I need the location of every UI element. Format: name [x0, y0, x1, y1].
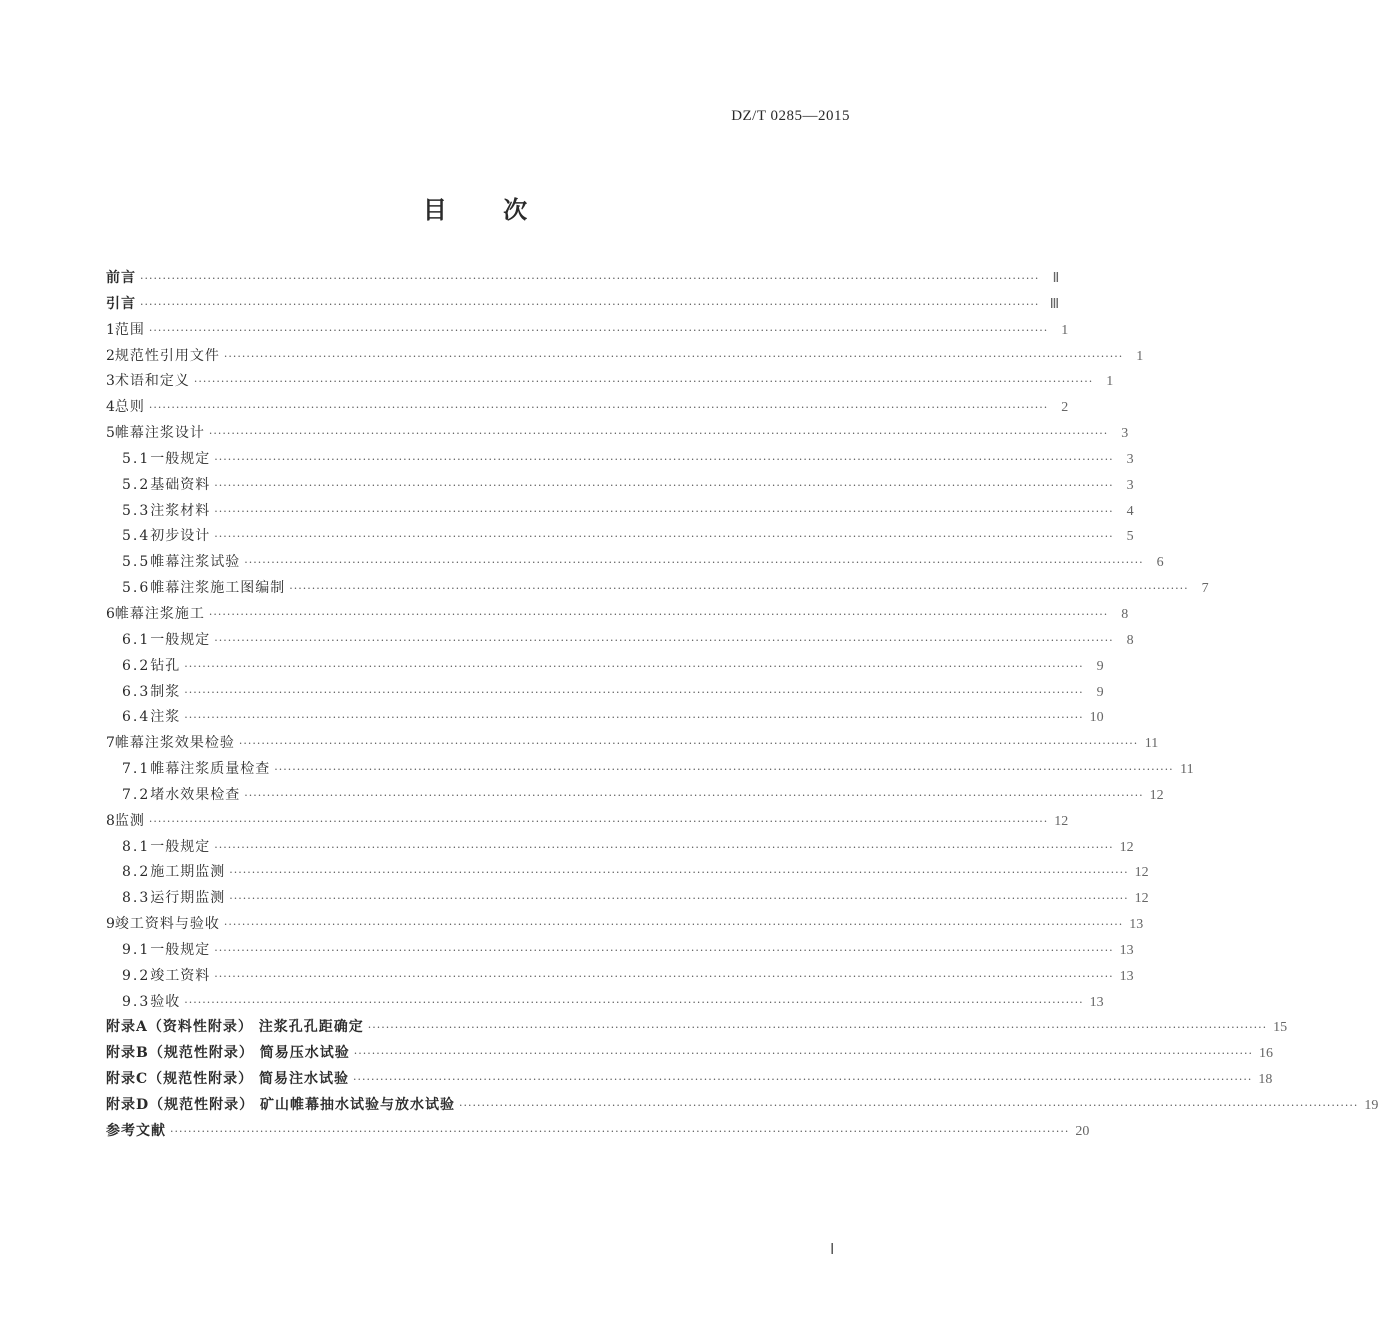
- toc-entry-label: 制浆: [150, 683, 181, 700]
- toc-entry-page: 15: [1273, 1020, 1288, 1036]
- toc-entry-number: 5.4: [122, 528, 151, 545]
- toc-entry-number: 5.3: [122, 502, 151, 519]
- dot-leader: ········································································································································································································: [208, 427, 1109, 441]
- toc-entry[interactable]: [106, 421, 1129, 447]
- toc-entry[interactable]: [106, 1015, 1288, 1041]
- toc-entry[interactable]: [106, 447, 1134, 473]
- dot-leader: ········································································································································································································: [140, 272, 1040, 285]
- dot-leader: ········································································································································································································: [193, 375, 1094, 389]
- toc-entry-label: 帷幕注浆试验: [150, 554, 241, 571]
- toc-entry-page: 2: [1061, 400, 1069, 416]
- dot-leader: ········································································································································································································: [214, 943, 1114, 957]
- toc-entry-label: 术语和定义: [114, 373, 190, 390]
- dot-leader: ········································································································································································································: [148, 401, 1049, 415]
- toc-entry-label: 一般规定: [150, 838, 211, 855]
- dot-leader: ········································································································································································································: [274, 763, 1174, 777]
- toc-entry[interactable]: [106, 912, 1144, 938]
- toc-entry-number: 8.1: [122, 838, 151, 855]
- toc-entry[interactable]: [106, 860, 1149, 886]
- toc-entry-page: 7: [1201, 581, 1209, 597]
- toc-entry-number: 5.2: [122, 476, 151, 493]
- dot-leader: ········································································································································································································: [289, 582, 1189, 596]
- toc-entry[interactable]: [106, 886, 1149, 912]
- toc-entry-label: 一般规定: [150, 631, 211, 648]
- dot-leader: ········································································································································································································: [214, 452, 1114, 466]
- toc-entry[interactable]: [106, 292, 1060, 318]
- dot-leader: ········································································································································································································: [223, 918, 1124, 932]
- dot-leader: ········································································································································································································: [184, 659, 1084, 673]
- toc-entry-label: 竣工资料与验收: [114, 916, 220, 933]
- dot-leader: ········································································································································································································: [214, 633, 1114, 647]
- dot-leader: ········································································································································································································: [140, 297, 1040, 311]
- toc-entry-label: 帷幕注浆施工图编制: [150, 580, 286, 597]
- toc-entry-label: 一般规定: [150, 450, 211, 467]
- toc-entry[interactable]: [106, 1041, 1274, 1067]
- toc-entry-number: 5.5: [122, 554, 151, 571]
- toc-entry-label: 竣工资料: [150, 967, 211, 984]
- toc-entry[interactable]: [106, 318, 1069, 344]
- toc-entry-label: 总则: [114, 399, 145, 416]
- dot-leader: ········································································································································································································: [353, 1047, 1254, 1061]
- dot-leader: ········································································································································································································: [229, 866, 1129, 880]
- toc-entry-label: 验收: [150, 993, 181, 1010]
- dot-leader: ········································································································································································································: [214, 969, 1114, 983]
- dot-leader: ········································································································································································································: [208, 607, 1109, 621]
- toc-entry-page: 12: [1134, 865, 1149, 881]
- toc-entry-number: 6.2: [122, 657, 151, 674]
- toc-entry-label: 范围: [114, 321, 145, 338]
- toc-entry[interactable]: [106, 602, 1129, 628]
- toc-entry-number: 4: [106, 399, 115, 416]
- dot-leader: ········································································································································································································: [353, 1073, 1253, 1087]
- toc-entry-page: 1: [1106, 374, 1114, 390]
- toc-entry-number: 3: [106, 373, 115, 390]
- dot-leader: ········································································································································································································: [229, 892, 1129, 906]
- toc-entry[interactable]: [106, 835, 1134, 861]
- toc-entry[interactable]: [106, 576, 1209, 602]
- toc-entry[interactable]: [106, 938, 1134, 964]
- toc-entry-page: 9: [1096, 684, 1104, 700]
- toc-entry-page: 11: [1180, 762, 1194, 778]
- toc-entry[interactable]: [106, 1119, 1090, 1145]
- toc-entry-page: 13: [1129, 917, 1144, 933]
- toc-entry-label: 监测: [114, 812, 145, 829]
- dot-leader: ········································································································································································································: [148, 814, 1049, 828]
- toc-entry-label: 初步设计: [150, 528, 211, 545]
- toc-entry-label: 运行期监测: [150, 890, 226, 907]
- toc-entry-label: 前言: [106, 270, 136, 286]
- toc-entry-label: 注浆材料: [150, 502, 211, 519]
- toc-entry-page: 5: [1126, 529, 1134, 545]
- toc-entry[interactable]: [106, 266, 1060, 292]
- toc-entry-page: 20: [1075, 1123, 1090, 1139]
- dot-leader: ········································································································································································································: [170, 1124, 1070, 1138]
- toc-entry-page: 3: [1126, 477, 1134, 493]
- toc-entry[interactable]: [106, 809, 1069, 835]
- dot-leader: ········································································································································································································: [214, 530, 1114, 544]
- toc-entry-page: 6: [1156, 555, 1164, 571]
- toc-entry[interactable]: [106, 395, 1069, 421]
- dot-leader: ········································································································································································································: [244, 556, 1144, 570]
- toc-entry-label: 引言: [106, 295, 136, 312]
- toc-entry-number: 7.1: [122, 761, 151, 778]
- toc-entry-label: 附录A（资料性附录） 注浆孔孔距确定: [106, 1019, 364, 1036]
- dot-leader: ········································································································································································································: [184, 995, 1084, 1009]
- toc-entry[interactable]: [106, 473, 1134, 499]
- toc-entry[interactable]: [106, 731, 1159, 757]
- toc-entry-page: 18: [1258, 1072, 1273, 1088]
- toc-entry-page: 3: [1126, 451, 1134, 467]
- toc-entry-page: 11: [1144, 736, 1159, 752]
- toc-entry[interactable]: [106, 654, 1104, 680]
- toc-entry-label: 附录B（规范性附录） 简易压水试验: [106, 1045, 350, 1062]
- toc-entry[interactable]: [106, 1067, 1273, 1093]
- toc-entry-page: 13: [1119, 968, 1134, 984]
- toc-entry-label: 钻孔: [150, 657, 181, 674]
- dot-leader: ········································································································································································································: [184, 685, 1084, 699]
- toc-entry[interactable]: [106, 964, 1134, 990]
- toc-entry-number: 9.3: [122, 993, 151, 1010]
- toc-entry-label: 一般规定: [150, 941, 211, 958]
- toc-entry-label: 附录C（规范性附录） 简易注水试验: [106, 1071, 350, 1088]
- dot-leader: ········································································································································································································: [148, 323, 1049, 337]
- toc-entry-number: 9: [106, 916, 115, 933]
- toc-entry-label: 注浆: [150, 709, 181, 726]
- toc-entry-number: 1: [106, 321, 115, 338]
- dot-leader: ········································································································································································································: [184, 711, 1084, 725]
- toc-entry-label: 规范性引用文件: [114, 347, 220, 364]
- dot-leader: ········································································································································································································: [244, 788, 1144, 802]
- toc-entry-number: 7.2: [122, 786, 151, 803]
- dot-leader: ········································································································································································································: [214, 504, 1114, 518]
- toc-entry-label: 帷幕注浆设计: [114, 425, 205, 442]
- toc-entry-number: 5: [106, 425, 115, 442]
- toc-entry-page: 1: [1136, 348, 1144, 364]
- page-folio: Ⅰ: [830, 1242, 835, 1258]
- toc-entry-page: 3: [1121, 426, 1129, 442]
- toc-entry-page: Ⅱ: [1052, 271, 1060, 286]
- toc-entry-label: 施工期监测: [150, 864, 226, 881]
- toc-entry-label: 帷幕注浆施工: [114, 605, 205, 622]
- toc-entry[interactable]: [106, 705, 1104, 731]
- toc-entry[interactable]: [106, 499, 1134, 525]
- toc-entry-number: 9.1: [122, 941, 151, 958]
- toc-entry-number: 6: [106, 605, 115, 622]
- toc-entry[interactable]: [106, 628, 1134, 654]
- toc-entry-number: 6.4: [122, 709, 151, 726]
- toc-entry-number: 6.1: [122, 631, 151, 648]
- dot-leader: ········································································································································································································: [214, 478, 1114, 492]
- dot-leader: ········································································································································································································: [367, 1021, 1268, 1035]
- toc-entry-page: 16: [1259, 1046, 1274, 1062]
- toc-entry-page: 19: [1364, 1098, 1378, 1113]
- toc-entry-label: 帷幕注浆效果检验: [114, 735, 235, 752]
- toc-entry-page: Ⅲ: [1049, 296, 1060, 312]
- dot-leader: ········································································································································································································: [459, 1099, 1359, 1112]
- toc-entry[interactable]: [106, 524, 1134, 550]
- toc-entry-label: 附录D（规范性附录） 矿山帷幕抽水试验与放水试验: [106, 1097, 456, 1113]
- toc-entry[interactable]: [106, 680, 1104, 706]
- toc-entry-number: 5.1: [122, 450, 151, 467]
- toc-entry-number: 7: [106, 735, 115, 752]
- toc-entry[interactable]: [106, 783, 1164, 809]
- toc-entry-page: 8: [1126, 632, 1134, 648]
- toc-entry-page: 12: [1054, 813, 1069, 829]
- toc-entry-page: 12: [1119, 839, 1134, 855]
- standard-code: DZ/T 0285—2015: [731, 108, 850, 124]
- toc-entry-number: 8.3: [122, 890, 151, 907]
- toc-entry-number: 8: [106, 812, 115, 829]
- toc-entry-number: 9.2: [122, 967, 151, 984]
- toc-entry-page: 10: [1089, 710, 1104, 726]
- toc-entry[interactable]: [106, 369, 1114, 395]
- toc-entry-label: 堵水效果检查: [150, 786, 241, 803]
- toc-entry-page: 13: [1089, 994, 1104, 1010]
- toc-entry-number: 5.6: [122, 580, 151, 597]
- toc-entry[interactable]: [106, 1093, 1378, 1119]
- toc-entry-label: 参考文献: [106, 1122, 166, 1139]
- toc-entry[interactable]: [106, 344, 1144, 370]
- toc-entry-page: 4: [1126, 503, 1134, 519]
- toc-entry-page: 12: [1149, 787, 1164, 803]
- toc-entry-label: 帷幕注浆质量检查: [150, 761, 271, 778]
- toc-entry-label: 基础资料: [150, 476, 211, 493]
- toc-entry[interactable]: [106, 550, 1164, 576]
- toc-entry-page: 12: [1134, 891, 1149, 907]
- toc-entry[interactable]: [106, 757, 1194, 783]
- toc-entry-number: 2: [106, 347, 115, 364]
- toc-entry-page: 13: [1119, 942, 1134, 958]
- table-of-contents: [106, 266, 1378, 1145]
- dot-leader: ········································································································································································································: [214, 840, 1114, 854]
- toc-entry-number: 6.3: [122, 683, 151, 700]
- toc-entry-number: 8.2: [122, 864, 151, 881]
- toc-entry-page: 9: [1096, 658, 1104, 674]
- dot-leader: ········································································································································································································: [238, 737, 1139, 751]
- toc-entry-page: 1: [1061, 322, 1069, 338]
- page-title: 目 次: [422, 196, 528, 224]
- dot-leader: ········································································································································································································: [223, 349, 1124, 363]
- toc-entry[interactable]: [106, 990, 1104, 1016]
- toc-entry-page: 8: [1121, 606, 1129, 622]
